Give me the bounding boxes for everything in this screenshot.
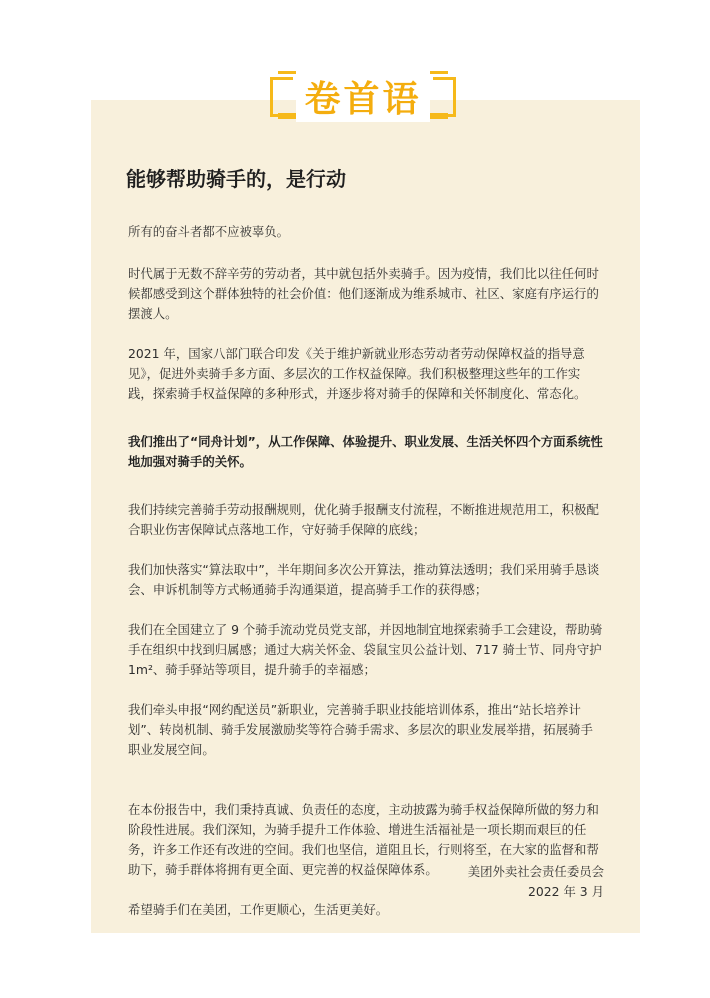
paragraph-9: 在本份报告中，我们秉持真诚、负责任的态度，主动披露为骑手权益保障所做的努力和阶段性进展。我们深知，为骑手提升工作体验、增进生活福祉是一项长期而艰巨的任务，许多工作还有改进的空间。我们也坚信，道阻且长，行则将至，在大家的监督和帮助下，骑手群体将拥有更全面、更完善的权益保障体系。 xyxy=(128,802,599,877)
body-text xyxy=(128,222,604,920)
paragraph-6: 我们加快落实“算法取中”，半年期间多次公开算法，推动算法透明；我们采用骑手恳谈会、申诉机制等方式畅通骑手沟通渠道，提高骑手工作的获得感； xyxy=(128,562,600,597)
paragraph-5: 我们持续完善骑手劳动报酬规则，优化骑手报酬支付流程，不断推进规范用工，积极配合职业伤害保障试点落地工作，守好骑手保障的底线； xyxy=(128,502,599,537)
signature-date: 2022 年 3 月 xyxy=(527,884,604,899)
paragraph-10: 希望骑手们在美团，工作更顺心，生活更美好。 xyxy=(128,902,389,917)
banner-left-bracket xyxy=(270,77,293,117)
banner-right-bracket xyxy=(433,77,456,117)
paragraph-7: 我们在全国建立了 9 个骑手流动党员党支部，并因地制宜地探索骑手工会建设，帮助骑手在组织中找到归属感；通过大病关怀金、袋鼠宝贝公益计划、717 骑士节、同舟守护 1m²、骑手驿站等项目，提升骑手的幸福感； xyxy=(128,622,603,677)
paragraph-3: 2021 年，国家八部门联合印发《关于维护新就业形态劳动者劳动保障权益的指导意见》，促进外卖骑手多方面、多层次的工作权益保障。我们积极整理这些年的工作实践，探索骑手权益保障的多种形式，并逐步将对骑手的保障和关怀制度化、常态化。 xyxy=(128,346,587,401)
paragraph-8: 我们牵头申报“网约配送员”新职业，完善骑手职业技能培训体系，推出“站长培养计划”、转岗机制、骑手发展激励奖等符合骑手需求、多层次的职业发展举措，拓展骑手职业发展空间。 xyxy=(128,702,593,757)
banner xyxy=(270,67,456,127)
banner-title: 卷首语 xyxy=(296,71,430,122)
paragraph-4-emphasis: 我们推出了“同舟计划”，从工作保障、体验提升、职业发展、生活关怀四个方面系统性地加强对骑手的关怀。 xyxy=(128,434,603,469)
headline: 能够帮助骑手的，是行动 xyxy=(126,167,346,191)
paragraph-1: 所有的奋斗者都不应被辜负。 xyxy=(128,224,290,239)
signature-org: 美团外卖社会责任委员会 xyxy=(467,864,604,879)
paragraph-2: 时代属于无数不辞辛劳的劳动者，其中就包括外卖骑手。因为疫情，我们比以往任何时候都感受到这个群体独特的社会价值：他们逐渐成为维系城市、社区、家庭有序运行的摆渡人。 xyxy=(128,266,599,321)
signature xyxy=(468,862,604,902)
